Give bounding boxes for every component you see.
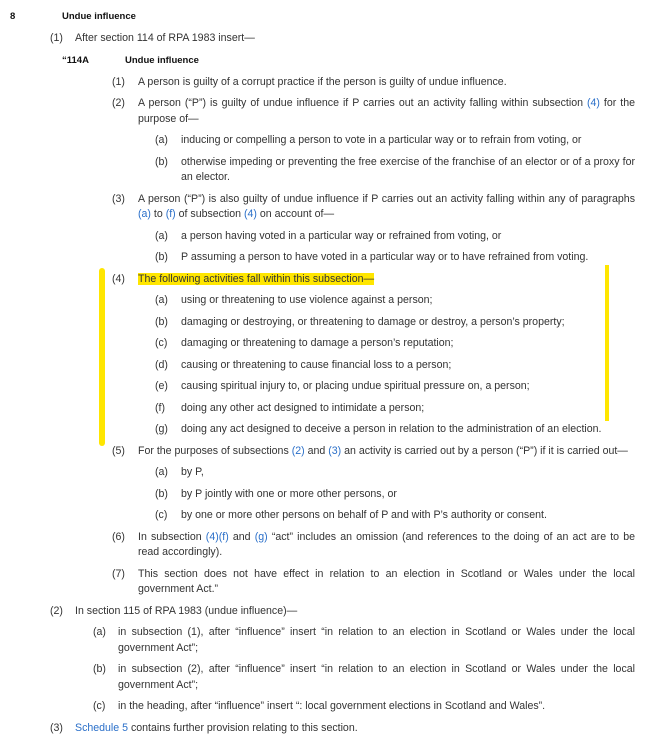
item-num: (b) (155, 251, 168, 263)
link-subsection-4[interactable]: (4) (244, 208, 257, 220)
para-text: A person is guilty of a corrupt practice if the person is guilty of undue influence. (138, 75, 507, 88)
para-num: (1) (50, 32, 63, 44)
link-schedule-5[interactable]: Schedule 5 (75, 721, 129, 734)
para-num: (6) (112, 530, 125, 543)
list-item (93, 699, 635, 715)
item-text: otherwise impeding or preventing the free exercise of the franchise of an elector or of a proxy for an elector. (181, 155, 635, 183)
text: For the purposes of subsections (138, 444, 292, 457)
text: to (150, 208, 166, 220)
item-num: (a) (155, 466, 168, 478)
item-num: (a) (155, 294, 168, 306)
item-num: (b) (93, 663, 106, 675)
para-5 (112, 444, 635, 460)
highlighted-text: The following activities fall within this subsection— (138, 272, 375, 285)
section-heading (0, 9, 664, 25)
para-text: This section does not have effect in relation to an election in Scotland or Wales under the local government Act.” (138, 567, 635, 595)
item-text: in the heading, after “influence” insert “: local government elections in Scotland and Wales”. (118, 700, 546, 712)
item-num: (c) (155, 337, 168, 349)
item-text: P assuming a person to have voted in a particular way or to have refrained from voting. (181, 251, 589, 263)
list-item (155, 422, 635, 438)
item-text: causing spiritual injury to, or placing undue spiritual pressure on, a person; (181, 380, 530, 392)
item-text: inducing or compelling a person to vote in a particular way or to refrain from voting, or (181, 134, 582, 146)
para-num: (1) (112, 75, 125, 88)
subsection-1 (50, 31, 635, 47)
para-4 (112, 272, 635, 288)
legislation-document (0, 9, 664, 742)
link-para-f[interactable]: (f) (165, 208, 176, 220)
para-text (138, 192, 635, 223)
list-item (155, 293, 635, 309)
para-text: After section 114 of RPA 1983 insert— (75, 32, 255, 44)
para-text: In section 115 of RPA 1983 (undue influence)— (75, 604, 298, 617)
item-text: a person having voted in a particular way or refrained from voting, or (181, 229, 502, 242)
list-item (155, 315, 635, 331)
item-text: causing or threatening to cause financial loss to a person; (181, 358, 452, 371)
para-num: (3) (50, 721, 63, 734)
subsection-3 (50, 721, 635, 737)
item-text: using or threatening to use violence against a person; (181, 294, 433, 306)
item-text: doing any act designed to deceive a person in relation to the administration of an election. (181, 423, 602, 435)
item-num: (a) (155, 134, 168, 146)
list-item (93, 625, 635, 656)
link-subsection-2[interactable]: (2) (291, 444, 305, 457)
para-1 (112, 75, 635, 91)
link-g[interactable]: (g) (254, 530, 268, 543)
para-3-b (155, 250, 635, 266)
item-text: damaging or threatening to damage a person’s reputation; (181, 337, 454, 349)
text: an activity is carried out by a person (“P”) if it is carried out— (341, 444, 628, 457)
para-2-a (155, 133, 635, 149)
para-num: (4) (112, 272, 125, 285)
item-num: (f) (155, 401, 165, 414)
para-3-a (155, 229, 635, 245)
para-text (138, 96, 635, 127)
text: of subsection (175, 208, 244, 220)
subsection-2 (50, 604, 635, 620)
para-num: (2) (112, 97, 125, 109)
para-6 (112, 530, 636, 561)
item-text: by P, (181, 466, 204, 478)
para-text (138, 444, 635, 460)
item-text: in subsection (2), after “influence” insert “in relation to an election in Scotland or Wales under the local government Act”; (118, 663, 635, 691)
item-num: (c) (155, 509, 168, 521)
item-num: (b) (155, 155, 168, 168)
item-text: in subsection (1), after “influence” insert “in relation to an election in Scotland or Wales under the local government Act”; (118, 626, 635, 654)
inserted-section-number: “114A (62, 54, 89, 66)
item-text: by P jointly with one or more other persons, or (181, 487, 397, 500)
list-item (155, 508, 635, 524)
inserted-section-title: Undue influence (125, 54, 199, 66)
text: In subsection (138, 530, 206, 543)
list-item (155, 465, 635, 481)
item-num: (c) (93, 700, 106, 712)
list-item (93, 662, 635, 693)
item-num: (b) (155, 315, 168, 328)
para-num: (5) (112, 444, 125, 457)
para-2-b (155, 155, 635, 186)
list-item (155, 358, 635, 374)
para-num: (7) (112, 567, 125, 580)
inserted-section-heading (0, 53, 664, 69)
link-para-a[interactable]: (a) (138, 208, 151, 220)
link-subsection-3[interactable]: (3) (328, 444, 342, 457)
list-item (155, 379, 635, 395)
item-num: (b) (155, 487, 168, 500)
item-num: (d) (155, 358, 168, 371)
item-num: (g) (155, 423, 168, 435)
item-num: (a) (93, 626, 106, 638)
list-item (155, 336, 635, 352)
item-num: (a) (155, 229, 168, 242)
link-4f[interactable]: (4)(f) (205, 530, 229, 543)
para-num: (2) (50, 604, 63, 617)
text: for the purpose of— (138, 97, 635, 125)
para-3 (112, 192, 635, 223)
para-2 (112, 96, 635, 127)
item-text: doing any other act designed to intimidate a person; (181, 401, 425, 414)
para-7 (112, 567, 635, 598)
item-text: damaging or destroying, or threatening to damage or destroy, a person’s property; (181, 315, 565, 328)
list-item (155, 487, 635, 503)
section-title: Undue influence (62, 11, 136, 22)
para-text (138, 530, 635, 561)
link-subsection-4[interactable]: (4) (587, 97, 600, 109)
list-item (155, 401, 635, 417)
text: contains further provision relating to this section. (128, 721, 358, 734)
text: A person (“P”) is guilty of undue influence if P carries out an activity falling within subsection (138, 97, 587, 109)
item-num: (e) (155, 380, 168, 392)
text: on account of— (256, 208, 335, 220)
text: and (304, 444, 329, 457)
item-text: by one or more other persons on behalf of P and with P’s authority or consent. (181, 509, 547, 521)
text: and (228, 530, 255, 543)
text: “act” includes an omission (and references to the doing of an act are to be read accordingly). (138, 530, 636, 558)
section-number: 8 (10, 11, 16, 22)
para-num: (3) (112, 192, 125, 205)
text: A person (“P”) is also guilty of undue influence if P carries out an activity falling within any of paragraphs (138, 192, 635, 205)
